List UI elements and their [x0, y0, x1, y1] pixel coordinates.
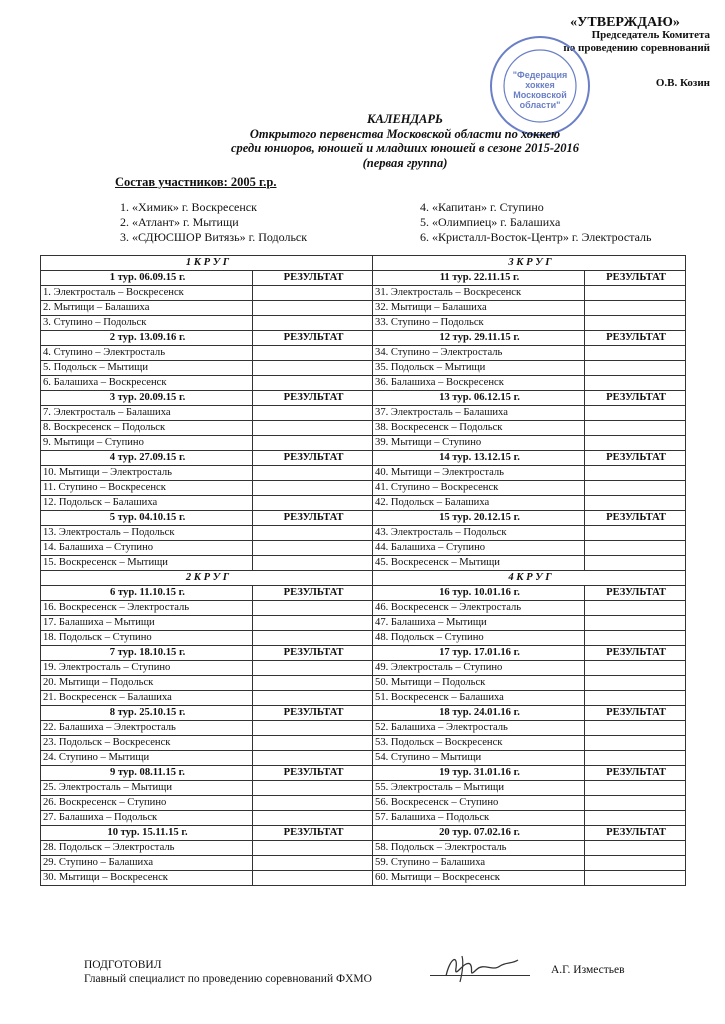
round-date: 8 тур. 25.10.15 г. — [41, 706, 253, 721]
result-cell[interactable] — [585, 556, 686, 571]
round-header-row — [41, 826, 686, 841]
match-cell: 23. Подольск – Воскресенск — [41, 736, 253, 751]
result-header: РЕЗУЛЬТАТ — [585, 586, 686, 601]
teams-list-left — [120, 200, 307, 245]
approval-title: «УТВЕРЖДАЮ» — [570, 15, 680, 30]
match-cell: 41. Ступино – Воскресенск — [373, 481, 585, 496]
svg-text:"Федерация: "Федерация — [512, 70, 568, 80]
match-cell: 59. Ступино – Балашиха — [373, 856, 585, 871]
table-row — [41, 631, 686, 646]
footer-block — [84, 958, 372, 986]
team-item: 5. «Олимпиец» г. Балашиха — [420, 215, 561, 229]
result-cell[interactable] — [585, 811, 686, 826]
match-cell: 5. Подольск – Мытищи — [41, 361, 253, 376]
result-cell[interactable] — [585, 676, 686, 691]
match-cell: 48. Подольск – Ступино — [373, 631, 585, 646]
result-cell[interactable] — [253, 616, 373, 631]
result-cell[interactable] — [253, 286, 373, 301]
match-cell: 42. Подольск – Балашиха — [373, 496, 585, 511]
result-cell[interactable] — [585, 376, 686, 391]
match-cell: 32. Мытищи – Балашиха — [373, 301, 585, 316]
circle-label: 3 К Р У Г — [373, 256, 686, 271]
match-cell: 58. Подольск – Электросталь — [373, 841, 585, 856]
round-date: 19 тур. 31.01.16 г. — [373, 766, 585, 781]
match-cell: 22. Балашиха – Электросталь — [41, 721, 253, 736]
table-row — [41, 286, 686, 301]
match-cell: 29. Ступино – Балашиха — [41, 856, 253, 871]
svg-text:Московской: Московской — [513, 90, 567, 100]
result-cell[interactable] — [253, 631, 373, 646]
match-cell: 6. Балашиха – Воскресенск — [41, 376, 253, 391]
round-header-row — [41, 766, 686, 781]
result-cell[interactable] — [585, 496, 686, 511]
result-cell[interactable] — [253, 781, 373, 796]
match-cell: 13. Электросталь – Подольск — [41, 526, 253, 541]
match-cell: 24. Ступино – Мытищи — [41, 751, 253, 766]
table-row — [41, 736, 686, 751]
result-header: РЕЗУЛЬТАТ — [585, 391, 686, 406]
match-cell: 27. Балашиха – Подольск — [41, 811, 253, 826]
table-row — [41, 841, 686, 856]
calendar-title: КАЛЕНДАРЬ — [367, 112, 443, 126]
result-cell[interactable] — [253, 526, 373, 541]
match-cell: 26. Воскресенск – Ступино — [41, 796, 253, 811]
match-cell: 45. Воскресенск – Мытищи — [373, 556, 585, 571]
match-cell: 49. Электросталь – Ступино — [373, 661, 585, 676]
table-row — [41, 316, 686, 331]
result-cell[interactable] — [585, 631, 686, 646]
result-cell[interactable] — [585, 751, 686, 766]
round-date: 7 тур. 18.10.15 г. — [41, 646, 253, 661]
result-cell[interactable] — [585, 616, 686, 631]
match-cell: 21. Воскресенск – Балашиха — [41, 691, 253, 706]
circle-header-row — [41, 571, 686, 586]
teams-list-right — [420, 200, 652, 245]
match-cell: 1. Электросталь – Воскресенск — [41, 286, 253, 301]
round-date: 10 тур. 15.11.15 г. — [41, 826, 253, 841]
match-cell: 54. Ступино – Мытищи — [373, 751, 585, 766]
result-cell[interactable] — [253, 316, 373, 331]
table-row — [41, 676, 686, 691]
table-row — [41, 601, 686, 616]
match-cell: 16. Воскресенск – Электросталь — [41, 601, 253, 616]
match-cell: 20. Мытищи – Подольск — [41, 676, 253, 691]
match-cell: 15. Воскресенск – Мытищи — [41, 556, 253, 571]
table-row — [41, 466, 686, 481]
match-cell: 10. Мытищи – Электросталь — [41, 466, 253, 481]
result-cell[interactable] — [253, 466, 373, 481]
result-cell[interactable] — [585, 661, 686, 676]
round-date: 16 тур. 10.01.16 г. — [373, 586, 585, 601]
calendar-subtitle-2: среди юниоров, юношей и младших юношей в сезоне 2015-2016 — [230, 141, 580, 155]
team-item: 3. «СДЮСШОР Витязь» г. Подольск — [120, 230, 308, 244]
result-header: РЕЗУЛЬТАТ — [585, 706, 686, 721]
match-cell: 35. Подольск – Мытищи — [373, 361, 585, 376]
team-item: 4. «Капитан» г. Ступино — [420, 200, 544, 214]
calendar-subtitle-3: (первая группа) — [362, 155, 448, 170]
match-cell: 53. Подольск – Воскресенск — [373, 736, 585, 751]
round-date: 14 тур. 13.12.15 г. — [373, 451, 585, 466]
result-header: РЕЗУЛЬТАТ — [585, 331, 686, 346]
round-date: 20 тур. 07.02.16 г. — [373, 826, 585, 841]
round-date: 18 тур. 24.01.16 г. — [373, 706, 585, 721]
match-cell: 31. Электросталь – Воскресенск — [373, 286, 585, 301]
match-cell: 51. Воскресенск – Балашиха — [373, 691, 585, 706]
schedule-table — [40, 255, 686, 886]
result-cell[interactable] — [253, 841, 373, 856]
round-date: 15 тур. 20.12.15 г. — [373, 511, 585, 526]
result-cell[interactable] — [585, 301, 686, 316]
table-row — [41, 781, 686, 796]
table-row — [41, 541, 686, 556]
match-cell: 34. Ступино – Электросталь — [373, 346, 585, 361]
result-cell[interactable] — [585, 781, 686, 796]
result-cell[interactable] — [585, 526, 686, 541]
round-header-row — [41, 646, 686, 661]
result-cell[interactable] — [253, 541, 373, 556]
svg-text:области": области" — [519, 100, 561, 110]
result-cell[interactable] — [253, 721, 373, 736]
composition-label: Состав участников: 2005 г.р. — [115, 175, 277, 189]
match-cell: 37. Электросталь – Балашиха — [373, 406, 585, 421]
result-header: РЕЗУЛЬТАТ — [253, 271, 373, 286]
result-header: РЕЗУЛЬТАТ — [253, 391, 373, 406]
result-cell[interactable] — [253, 481, 373, 496]
match-cell: 36. Балашиха – Воскресенск — [373, 376, 585, 391]
result-cell[interactable] — [585, 361, 686, 376]
table-row — [41, 301, 686, 316]
result-cell[interactable] — [253, 346, 373, 361]
signature — [440, 950, 520, 986]
result-cell[interactable] — [585, 841, 686, 856]
result-cell[interactable] — [585, 856, 686, 871]
result-cell[interactable] — [253, 871, 373, 886]
result-header: РЕЗУЛЬТАТ — [585, 766, 686, 781]
round-header-row — [41, 511, 686, 526]
match-cell: 38. Воскресенск – Подольск — [373, 421, 585, 436]
round-header-row — [41, 331, 686, 346]
circle-label: 1 К Р У Г — [41, 256, 373, 271]
result-cell[interactable] — [585, 421, 686, 436]
round-date: 9 тур. 08.11.15 г. — [41, 766, 253, 781]
table-row — [41, 691, 686, 706]
match-cell: 60. Мытищи – Воскресенск — [373, 871, 585, 886]
table-row — [41, 661, 686, 676]
result-header: РЕЗУЛЬТАТ — [253, 766, 373, 781]
table-row — [41, 871, 686, 886]
circle-label: 2 К Р У Г — [41, 571, 373, 586]
match-cell: 57. Балашиха – Подольск — [373, 811, 585, 826]
round-date: 13 тур. 06.12.15 г. — [373, 391, 585, 406]
result-header: РЕЗУЛЬТАТ — [585, 646, 686, 661]
table-row — [41, 376, 686, 391]
result-cell[interactable] — [585, 736, 686, 751]
result-cell[interactable] — [253, 691, 373, 706]
round-date: 2 тур. 13.09.16 г. — [41, 331, 253, 346]
match-cell: 4. Ступино – Электросталь — [41, 346, 253, 361]
table-row — [41, 721, 686, 736]
result-cell[interactable] — [253, 406, 373, 421]
table-row — [41, 421, 686, 436]
result-cell[interactable] — [585, 871, 686, 886]
match-cell: 52. Балашиха – Электросталь — [373, 721, 585, 736]
prepared-label: ПОДГОТОВИЛ — [84, 959, 162, 971]
table-row — [41, 811, 686, 826]
match-cell: 50. Мытищи – Подольск — [373, 676, 585, 691]
match-cell: 11. Ступино – Воскресенск — [41, 481, 253, 496]
table-row — [41, 751, 686, 766]
result-cell[interactable] — [585, 316, 686, 331]
round-header-row — [41, 706, 686, 721]
round-header-row — [41, 271, 686, 286]
result-cell[interactable] — [585, 481, 686, 496]
round-date: 11 тур. 22.11.15 г. — [373, 271, 585, 286]
round-header-row — [41, 451, 686, 466]
result-cell[interactable] — [585, 466, 686, 481]
team-item: 1. «Химик» г. Воскресенск — [120, 200, 257, 214]
result-header: РЕЗУЛЬТАТ — [253, 511, 373, 526]
result-header: РЕЗУЛЬТАТ — [585, 451, 686, 466]
round-header-row — [41, 391, 686, 406]
round-date: 17 тур. 17.01.16 г. — [373, 646, 585, 661]
table-row — [41, 616, 686, 631]
result-header: РЕЗУЛЬТАТ — [253, 586, 373, 601]
approval-line2: по проведению соревнований — [563, 42, 710, 54]
circle-label: 4 К Р У Г — [373, 571, 686, 586]
round-date: 5 тур. 04.10.15 г. — [41, 511, 253, 526]
match-cell: 18. Подольск – Ступино — [41, 631, 253, 646]
match-cell: 7. Электросталь – Балашиха — [41, 406, 253, 421]
result-cell[interactable] — [253, 661, 373, 676]
result-cell[interactable] — [585, 796, 686, 811]
result-cell[interactable] — [585, 541, 686, 556]
result-cell[interactable] — [253, 496, 373, 511]
match-cell: 12. Подольск – Балашиха — [41, 496, 253, 511]
table-row — [41, 526, 686, 541]
result-cell[interactable] — [253, 811, 373, 826]
match-cell: 33. Ступино – Подольск — [373, 316, 585, 331]
match-cell: 8. Воскресенск – Подольск — [41, 421, 253, 436]
table-row — [41, 796, 686, 811]
preparer-position: Главный специалист по проведению соревнований ФХМО — [84, 973, 372, 985]
match-cell: 14. Балашиха – Ступино — [41, 541, 253, 556]
result-cell[interactable] — [585, 406, 686, 421]
team-item: 6. «Кристалл-Восток-Центр» г. Электросталь — [420, 230, 652, 244]
match-cell: 56. Воскресенск – Ступино — [373, 796, 585, 811]
round-date: 6 тур. 11.10.15 г. — [41, 586, 253, 601]
circle-header-row — [41, 256, 686, 271]
round-date: 4 тур. 27.09.15 г. — [41, 451, 253, 466]
preparer-name: А.Г. Изместьев — [551, 964, 625, 976]
match-cell: 28. Подольск – Электросталь — [41, 841, 253, 856]
approval-name: О.В. Козин — [655, 77, 710, 89]
result-header: РЕЗУЛЬТАТ — [585, 271, 686, 286]
match-cell: 19. Электросталь – Ступино — [41, 661, 253, 676]
match-cell: 3. Ступино – Подольск — [41, 316, 253, 331]
result-cell[interactable] — [253, 361, 373, 376]
result-header: РЕЗУЛЬТАТ — [253, 826, 373, 841]
result-cell[interactable] — [585, 286, 686, 301]
signature-line — [430, 975, 530, 976]
table-row — [41, 361, 686, 376]
approval-line1: Председатель Комитета — [591, 29, 710, 41]
result-header: РЕЗУЛЬТАТ — [585, 826, 686, 841]
table-row — [41, 556, 686, 571]
team-item: 2. «Атлант» г. Мытищи — [120, 215, 239, 229]
calendar-title-block — [170, 112, 640, 170]
match-cell: 47. Балашиха – Мытищи — [373, 616, 585, 631]
result-header: РЕЗУЛЬТАТ — [253, 451, 373, 466]
match-cell: 39. Мытищи – Ступино — [373, 436, 585, 451]
result-cell[interactable] — [253, 796, 373, 811]
result-cell[interactable] — [585, 691, 686, 706]
result-cell[interactable] — [253, 856, 373, 871]
svg-text:хоккея: хоккея — [525, 80, 555, 90]
result-cell[interactable] — [253, 301, 373, 316]
match-cell: 17. Балашиха – Мытищи — [41, 616, 253, 631]
round-date: 1 тур. 06.09.15 г. — [41, 271, 253, 286]
result-header: РЕЗУЛЬТАТ — [253, 706, 373, 721]
round-date: 3 тур. 20.09.15 г. — [41, 391, 253, 406]
match-cell: 46. Воскресенск – Электросталь — [373, 601, 585, 616]
match-cell: 2. Мытищи – Балашиха — [41, 301, 253, 316]
result-cell[interactable] — [253, 676, 373, 691]
round-header-row — [41, 586, 686, 601]
table-row — [41, 406, 686, 421]
result-header: РЕЗУЛЬТАТ — [585, 511, 686, 526]
match-cell: 44. Балашиха – Ступино — [373, 541, 585, 556]
table-row — [41, 346, 686, 361]
result-cell[interactable] — [253, 421, 373, 436]
result-cell[interactable] — [253, 436, 373, 451]
calendar-subtitle-1: Открытого первенства Московской области по хоккею — [249, 126, 561, 141]
match-cell: 25. Электросталь – Мытищи — [41, 781, 253, 796]
result-cell[interactable] — [253, 751, 373, 766]
result-header: РЕЗУЛЬТАТ — [253, 331, 373, 346]
result-cell[interactable] — [253, 376, 373, 391]
result-cell[interactable] — [585, 436, 686, 451]
match-cell: 9. Мытищи – Ступино — [41, 436, 253, 451]
match-cell: 40. Мытищи – Электросталь — [373, 466, 585, 481]
result-cell[interactable] — [585, 601, 686, 616]
result-cell[interactable] — [585, 346, 686, 361]
match-cell: 43. Электросталь – Подольск — [373, 526, 585, 541]
result-cell[interactable] — [253, 736, 373, 751]
result-cell[interactable] — [253, 556, 373, 571]
table-row — [41, 856, 686, 871]
round-date: 12 тур. 29.11.15 г. — [373, 331, 585, 346]
match-cell: 30. Мытищи – Воскресенск — [41, 871, 253, 886]
result-cell[interactable] — [585, 721, 686, 736]
table-row — [41, 496, 686, 511]
table-row — [41, 436, 686, 451]
table-row — [41, 481, 686, 496]
match-cell: 55. Электросталь – Мытищи — [373, 781, 585, 796]
result-cell[interactable] — [253, 601, 373, 616]
result-header: РЕЗУЛЬТАТ — [253, 646, 373, 661]
